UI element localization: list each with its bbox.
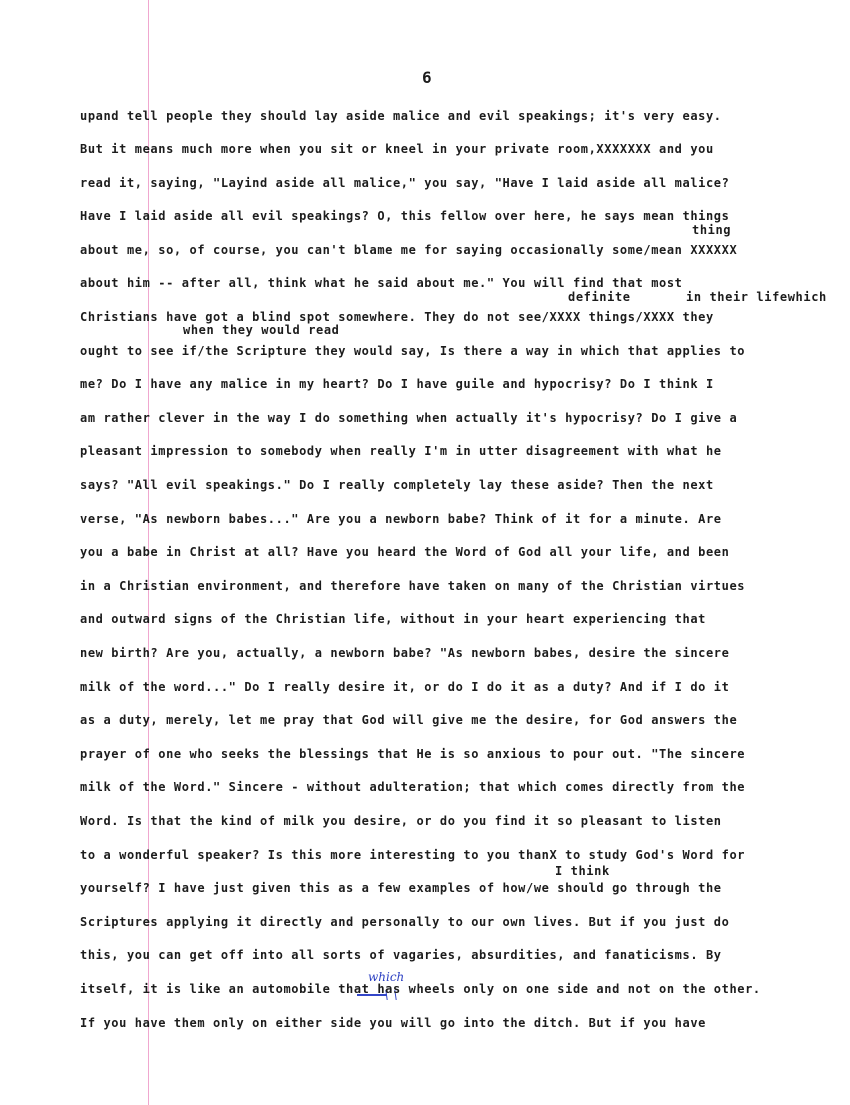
- insertion-i-think: I think: [555, 864, 610, 878]
- text-line: about him -- after all, think what he said about me." You will find that most: [80, 276, 683, 290]
- text-line: Christians have got a blind spot somewhere. They do not see/XXXX things/XXXX they: [80, 310, 714, 324]
- text-line: But it means much more when you sit or kneel in your private room,XXXXXXX and you: [80, 142, 714, 156]
- text-line: about me, so, of course, you can't blame me for saying occasionally some/mean XXXXXX: [80, 243, 738, 257]
- text-line: you a babe in Christ at all? Have you heard the Word of God all your life, and been: [80, 545, 730, 559]
- text-line: Have I laid aside all evil speakings? O, this fellow over here, he says mean things: [80, 209, 730, 223]
- text-line: new birth? Are you, actually, a newborn babe? "As newborn babes, desire the sincere: [80, 646, 730, 660]
- text-line: am rather clever in the way I do something when actually it's hypocrisy? Do I give a: [80, 411, 738, 425]
- handwritten-correction: which: [368, 970, 405, 984]
- text-line: as a duty, merely, let me pray that God will give me the desire, for God answers the: [80, 713, 738, 727]
- text-line: milk of the word..." Do I really desire it, or do I do it as a duty? And if I do it: [80, 680, 730, 694]
- text-line: itself, it is like an automobile that has wheels only on one side and not on the other.: [80, 982, 761, 996]
- text-line: If you have them only on either side you will go into the ditch. But if you have: [80, 1016, 706, 1030]
- text-line: this, you can get off into all sorts of vagaries, absurdities, and fanaticisms. By: [80, 948, 722, 962]
- text-line: read it, saying, "Layind aside all malice," you say, "Have I laid aside all malice?: [80, 176, 730, 190]
- text-line: in a Christian environment, and therefore have taken on many of the Christian virtues: [80, 579, 746, 593]
- insertion-thing: thing: [692, 223, 732, 237]
- text-line: me? Do I have any malice in my heart? Do I have guile and hypocrisy? Do I think I: [80, 377, 714, 391]
- insertion-in-their-life-which: in their lifewhich: [686, 290, 827, 304]
- text-line: says? "All evil speakings." Do I really completely lay these aside? Then the next: [80, 478, 714, 492]
- text-line: ought to see if/the Scripture they would say, Is there a way in which that applies to: [80, 344, 746, 358]
- text-line: pleasant impression to somebody when really I'm in utter disagreement with what he: [80, 444, 722, 458]
- text-line: prayer of one who seeks the blessings that He is so anxious to pour out. "The sincere: [80, 747, 746, 761]
- text-line: upand tell people they should lay aside malice and evil speakings; it's very easy.: [80, 109, 722, 123]
- text-line: yourself? I have just given this as a few examples of how/we should go through the: [80, 881, 722, 895]
- text-line: milk of the Word." Sincere - without adulteration; that which comes directly from the: [80, 780, 746, 794]
- page-number: 6: [422, 68, 432, 87]
- text-line: and outward signs of the Christian life, without in your heart experiencing that: [80, 612, 706, 626]
- text-line: verse, "As newborn babes..." Are you a newborn babe? Think of it for a minute. Are: [80, 512, 722, 526]
- insertion-definite: definite: [568, 290, 631, 304]
- insertion-when-they-would-read: when they would read: [183, 323, 340, 337]
- text-line: Scriptures applying it directly and personally to our own lives. But if you just do: [80, 915, 730, 929]
- text-line: Word. Is that the kind of milk you desire, or do you find it so pleasant to listen: [80, 814, 722, 828]
- text-line: to a wonderful speaker? Is this more interesting to you thanX to study God's Word for: [80, 848, 746, 862]
